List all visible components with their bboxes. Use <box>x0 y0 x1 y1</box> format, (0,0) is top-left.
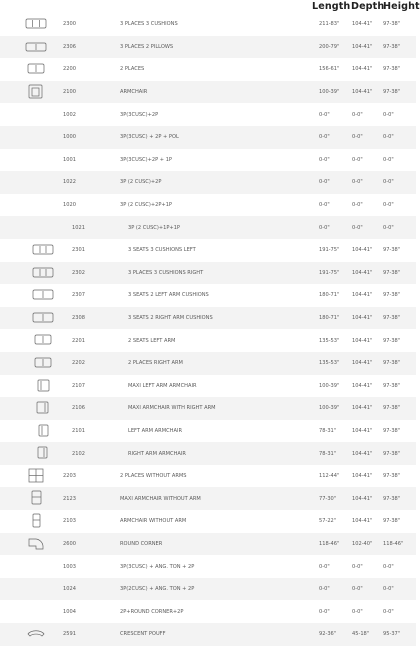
height-value: 0-0" <box>383 608 394 615</box>
description: 3P(3CUSC) + 2P + POL <box>120 134 179 141</box>
model-code: 1003 <box>63 563 76 570</box>
sofa-3-icon <box>25 15 47 32</box>
length-value: 0-0" <box>319 111 330 118</box>
height-value: 0-0" <box>383 111 394 118</box>
depth-value: 0-0" <box>352 134 363 141</box>
table-header <box>0 0 420 13</box>
table-row <box>0 239 416 262</box>
depth-value: 104-41" <box>352 269 373 276</box>
length-value: 0-0" <box>319 156 330 163</box>
table-row <box>0 216 416 239</box>
depth-value: 104-41" <box>352 450 373 457</box>
description: 2P+ROUND CORNER+2P <box>120 608 184 615</box>
table-row <box>0 578 416 601</box>
length-value: 100-39" <box>319 89 340 96</box>
table-row <box>0 307 416 330</box>
height-value: 0-0" <box>383 134 394 141</box>
description: 3P(3CUSC)+2P <box>120 111 159 118</box>
length-value: 100-39" <box>319 405 340 412</box>
description: MAXI ARMCHAIR WITHOUT ARM <box>120 495 201 502</box>
depth-value: 104-41" <box>352 495 373 502</box>
length-value: 78-31" <box>319 427 337 434</box>
seat-3-right-icon <box>32 264 54 281</box>
depth-value: 0-0" <box>352 111 363 118</box>
model-code: 2202 <box>72 360 85 367</box>
height-value: 95-37" <box>383 631 401 638</box>
description: 3 PLACES 2 PILLOWS <box>120 43 174 50</box>
description: 2 PLACES WITHOUT ARMS <box>120 473 187 480</box>
model-code: 1024 <box>63 586 76 593</box>
model-code: 2102 <box>72 450 85 457</box>
depth-header: Depth <box>351 1 385 12</box>
height-value: 97-38" <box>383 427 401 434</box>
depth-value: 104-41" <box>352 518 373 525</box>
table-row <box>0 510 416 533</box>
round-corner-icon <box>25 535 47 552</box>
height-value: 97-38" <box>383 450 401 457</box>
description: 3 PLACES 3 CUSHIONS <box>120 21 178 28</box>
sofa-3-pillows-icon <box>25 38 47 55</box>
length-value: 135-53" <box>319 337 340 344</box>
height-value: 97-38" <box>383 405 401 412</box>
description: 3P(3CUSC)+2P + 1P <box>120 156 173 163</box>
depth-value: 0-0" <box>352 224 363 231</box>
depth-value: 104-41" <box>352 66 373 73</box>
depth-value: 102-40" <box>352 540 373 547</box>
height-value: 0-0" <box>383 179 394 186</box>
model-code: 2307 <box>72 292 85 299</box>
table-row <box>0 487 416 510</box>
depth-value: 104-41" <box>352 247 373 254</box>
description: 3 SEATS 2 RIGHT ARM CUSHIONS <box>128 315 213 322</box>
length-value: 78-31" <box>319 450 337 457</box>
table-row <box>0 352 416 375</box>
table-row <box>0 555 416 578</box>
description: 3 SEATS 2 LEFT ARM CUSHIONS <box>128 292 209 299</box>
table-row <box>0 420 416 443</box>
description: 2 PLACES <box>120 66 145 73</box>
model-code: 2203 <box>63 473 76 480</box>
height-value: 97-38" <box>383 89 401 96</box>
height-value: 0-0" <box>383 202 394 209</box>
two-no-arms-icon <box>25 467 47 484</box>
seat-2-left-icon <box>32 331 54 348</box>
height-value: 97-38" <box>383 518 401 525</box>
depth-value: 104-41" <box>352 292 373 299</box>
seat-3-right-2-icon <box>32 309 54 326</box>
height-value: 97-38" <box>383 495 401 502</box>
model-code: 2302 <box>72 269 85 276</box>
model-code: 2600 <box>63 540 76 547</box>
table-row <box>0 194 416 217</box>
length-value: 0-0" <box>319 608 330 615</box>
length-value: 118-46" <box>319 540 340 547</box>
description: 3P(3CUSC) + ANG. TON + 2P <box>120 563 195 570</box>
description: MAXI LEFT ARM ARMCHAIR <box>128 382 197 389</box>
model-code: 1004 <box>63 608 76 615</box>
length-value: 0-0" <box>319 179 330 186</box>
height-value: 97-38" <box>383 473 401 480</box>
seat-2-right-icon <box>32 354 54 371</box>
table-row <box>0 103 416 126</box>
height-value: 97-38" <box>383 43 401 50</box>
length-value: 0-0" <box>319 563 330 570</box>
length-value: 77-30" <box>319 495 337 502</box>
table-row <box>0 465 416 488</box>
height-value: 97-38" <box>383 21 401 28</box>
maxi-left-icon <box>32 377 54 394</box>
description: 3 PLACES 3 CUSHIONS RIGHT <box>128 269 204 276</box>
model-code: 2200 <box>63 66 76 73</box>
model-code: 2306 <box>63 43 76 50</box>
length-value: 92-36" <box>319 631 337 638</box>
depth-value: 0-0" <box>352 202 363 209</box>
length-value: 156-61" <box>319 66 340 73</box>
depth-value: 104-41" <box>352 315 373 322</box>
sofa-2-icon <box>25 60 47 77</box>
height-value: 0-0" <box>383 586 394 593</box>
table-row <box>0 375 416 398</box>
length-value: 57-22" <box>319 518 337 525</box>
height-value: 97-38" <box>383 269 401 276</box>
depth-value: 104-41" <box>352 405 373 412</box>
depth-value: 0-0" <box>352 608 363 615</box>
height-value: 97-38" <box>383 292 401 299</box>
model-code: 2100 <box>63 89 76 96</box>
model-code: 1002 <box>63 111 76 118</box>
height-value: 97-38" <box>383 382 401 389</box>
table-row <box>0 81 416 104</box>
height-value: 97-38" <box>383 247 401 254</box>
model-code: 2301 <box>72 247 85 254</box>
model-code: 1021 <box>72 224 85 231</box>
description: ARMCHAIR WITHOUT ARM <box>120 518 187 525</box>
depth-value: 104-41" <box>352 89 373 96</box>
table-row <box>0 36 416 59</box>
height-header: Height <box>383 1 420 12</box>
table-row <box>0 58 416 81</box>
description: ARMCHAIR <box>120 89 148 96</box>
description: MAXI ARMCHAIR WITH RIGHT ARM <box>128 405 216 412</box>
depth-value: 0-0" <box>352 156 363 163</box>
description: LEFT ARM ARMCHAIR <box>128 427 182 434</box>
maxi-no-arm-icon <box>25 489 47 506</box>
model-code: 2106 <box>72 405 85 412</box>
description: 2 PLACES RIGHT ARM <box>128 360 183 367</box>
height-value: 97-38" <box>383 315 401 322</box>
height-value: 0-0" <box>383 563 394 570</box>
table-row <box>0 13 416 36</box>
description: 3P(2CUSC) + ANG. TON + 2P <box>120 586 195 593</box>
length-value: 0-0" <box>319 134 330 141</box>
pouff-icon <box>25 625 47 642</box>
depth-value: 104-41" <box>352 382 373 389</box>
length-value: 191-75" <box>319 247 340 254</box>
depth-value: 104-41" <box>352 360 373 367</box>
table-row <box>0 171 416 194</box>
seat-3-left-2-icon <box>32 286 54 303</box>
length-value: 200-79" <box>319 43 340 50</box>
height-value: 0-0" <box>383 224 394 231</box>
depth-value: 104-41" <box>352 337 373 344</box>
chair-no-arm-icon <box>25 512 47 529</box>
depth-value: 45-18" <box>352 631 370 638</box>
model-code: 2591 <box>63 631 76 638</box>
depth-value: 0-0" <box>352 586 363 593</box>
seat-3-left-icon <box>32 241 54 258</box>
right-arm-icon <box>32 444 54 461</box>
length-value: 191-75" <box>319 269 340 276</box>
table-row <box>0 284 416 307</box>
height-value: 118-46" <box>383 540 404 547</box>
description: 3P (2 CUSC)+1P+1P <box>128 224 181 231</box>
table-body <box>0 13 416 646</box>
table-row <box>0 149 416 172</box>
model-code: 2308 <box>72 315 85 322</box>
table-row <box>0 397 416 420</box>
table-row <box>0 600 416 623</box>
length-value: 0-0" <box>319 202 330 209</box>
table-row <box>0 126 416 149</box>
depth-value: 104-41" <box>352 21 373 28</box>
length-value: 100-39" <box>319 382 340 389</box>
depth-value: 104-41" <box>352 43 373 50</box>
length-value: 135-53" <box>319 360 340 367</box>
height-value: 0-0" <box>383 156 394 163</box>
model-code: 2300 <box>63 21 76 28</box>
description: RIGHT ARM ARMCHAIR <box>128 450 186 457</box>
model-code: 2107 <box>72 382 85 389</box>
left-arm-icon <box>32 422 54 439</box>
description: 2 SEATS LEFT ARM <box>128 337 176 344</box>
description: 3P (2 CUSC)+2P <box>120 179 162 186</box>
description: CRESCENT POUFF <box>120 631 166 638</box>
table-row <box>0 262 416 285</box>
table-row <box>0 329 416 352</box>
model-code: 1022 <box>63 179 76 186</box>
height-value: 97-38" <box>383 337 401 344</box>
description: 3 SEATS 3 CUSHIONS LEFT <box>128 247 196 254</box>
model-code: 1000 <box>63 134 76 141</box>
model-code: 2101 <box>72 427 85 434</box>
model-code: 1001 <box>63 156 76 163</box>
armchair-icon <box>25 83 47 100</box>
height-value: 97-38" <box>383 360 401 367</box>
depth-value: 0-0" <box>352 179 363 186</box>
depth-value: 104-41" <box>352 427 373 434</box>
length-value: 180-71" <box>319 292 340 299</box>
depth-value: 0-0" <box>352 563 363 570</box>
description: 3P (2 CUSC)+2P+1P <box>120 202 173 209</box>
description: ROUND CORNER <box>120 540 163 547</box>
model-code: 2123 <box>63 495 76 502</box>
length-value: 180-71" <box>319 315 340 322</box>
maxi-right-icon <box>32 399 54 416</box>
depth-value: 104-41" <box>352 473 373 480</box>
height-value: 97-38" <box>383 66 401 73</box>
length-value: 0-0" <box>319 586 330 593</box>
model-code: 2201 <box>72 337 85 344</box>
length-header: Length <box>312 1 351 12</box>
model-code: 2103 <box>63 518 76 525</box>
length-value: 112-44" <box>319 473 340 480</box>
table-row <box>0 623 416 646</box>
table-row <box>0 442 416 465</box>
length-value: 0-0" <box>319 224 330 231</box>
model-code: 1020 <box>63 202 76 209</box>
length-value: 211-83" <box>319 21 340 28</box>
table-row <box>0 533 416 556</box>
